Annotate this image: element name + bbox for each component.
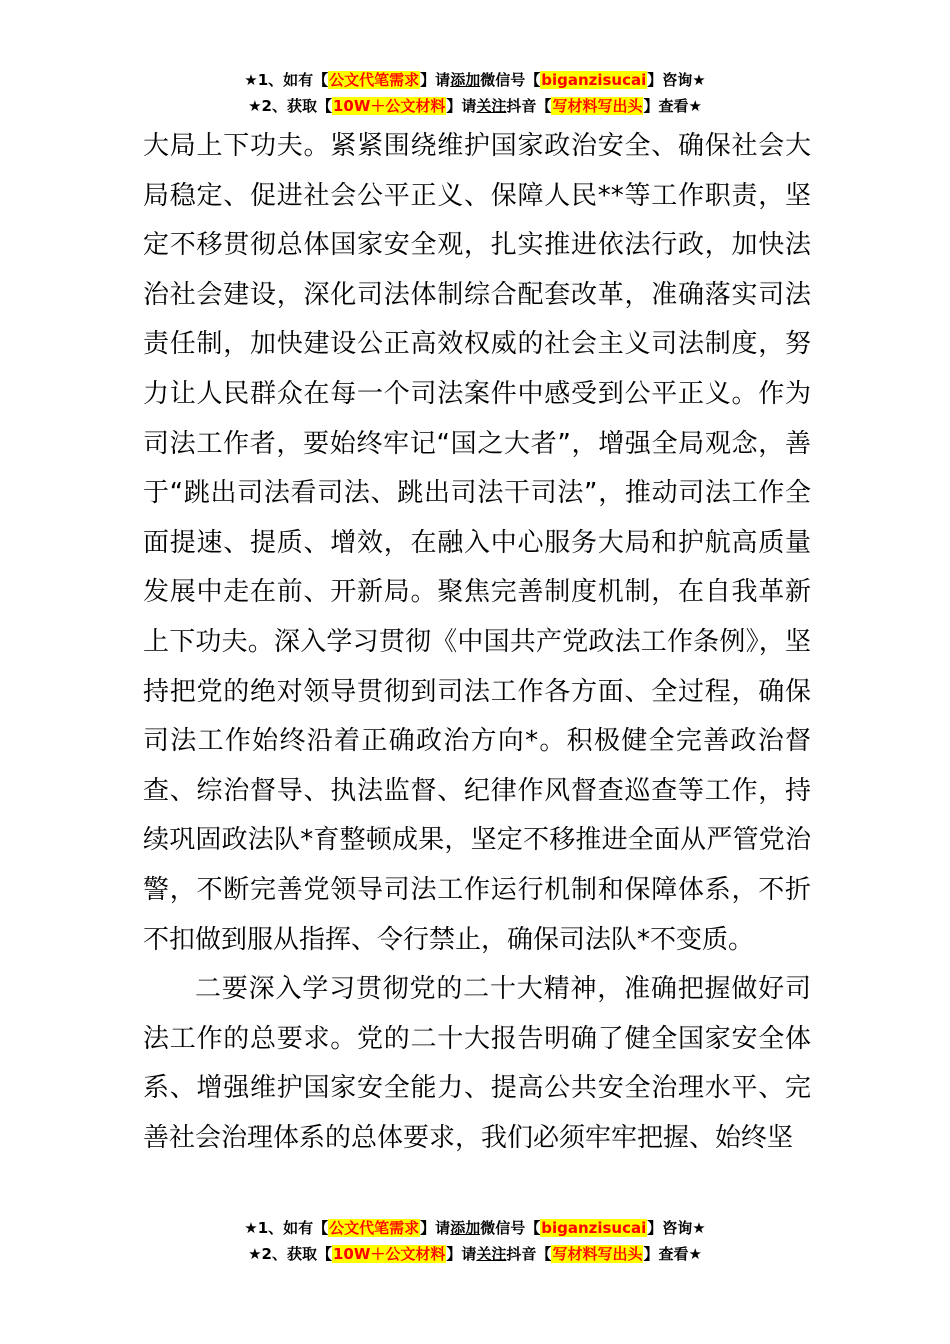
banner-text: 】请: [446, 97, 477, 115]
banner-highlight: 10W＋公文材料: [332, 1245, 446, 1263]
banner-text: 】请: [446, 1245, 477, 1263]
banner-text: 抖音【: [506, 97, 552, 115]
banner-text: ★1、如有【: [244, 71, 329, 89]
banner-highlight: 公文代笔需求: [329, 1219, 420, 1237]
banner-text: 】查看★: [643, 97, 702, 115]
banner-underlined-text: 关注: [476, 97, 507, 115]
banner-highlight: 写材料写出头: [552, 1245, 643, 1263]
header-banner: [0, 67, 950, 119]
banner-underlined-text: 关注: [476, 1245, 507, 1263]
banner-text: 抖音【: [506, 1245, 552, 1263]
banner-text: 】咨询★: [647, 71, 706, 89]
banner-text: ★2、获取【: [248, 97, 332, 115]
banner-text: 微信号【: [480, 1219, 541, 1237]
banner-text: 】咨询★: [647, 1219, 706, 1237]
banner-underlined-text: 添加: [450, 71, 481, 89]
banner-line-1: [0, 67, 950, 93]
paragraph-1: 大局上下功夫。紧紧围绕维护国家政治安全、确保社会大局稳定、促进社会公平正义、保障人民**等工作职责，坚定不移贯彻总体国家安全观，扎实推进依法行政，加快法治社会建设，深化司法体制综合配套改革，准确落实司法责任制，加快建设公正高效权威的社会主义司法制度，努力让人民群众在每一个司法案件中感受到公平正义。作为司法工作者，要始终牢记“国之大者”，增强全局观念，善于“跳出司法看司法、跳出司法干司法”，推动司法工作全面提速、提质、增效，在融入中心服务大局和护航高质量发展中走在前、开新局。聚焦完善制度机制，在自我革新上下功夫。深入学习贯彻《中国共产党政法工作条例》，坚持把党的绝对领导贯彻到司法工作各方面、全过程，确保司法工作始终沿着正确政治方向*。积极健全完善政治督查、综治督导、执法监督、纪律作风督查巡查等工作，持续巩固政法队*育整顿成果，坚定不移推进全面从严管党治警，不断完善党领导司法工作运行机制和保障体系，不折不扣做到服从指挥、令行禁止，确保司法队*不变质。: [143, 131, 811, 955]
banner-line-1: [0, 1215, 950, 1241]
banner-underlined-text: 添加: [450, 1219, 481, 1237]
banner-highlight: biganzisucai: [541, 1219, 647, 1237]
document-body: [143, 122, 811, 1163]
banner-highlight: 写材料写出头: [552, 97, 643, 115]
banner-text: ★1、如有【: [244, 1219, 329, 1237]
footer-banner: [0, 1215, 950, 1267]
banner-text: 】请: [420, 1219, 451, 1237]
banner-line-2: [0, 93, 950, 119]
banner-text: 】请: [420, 71, 451, 89]
banner-highlight: biganzisucai: [541, 71, 647, 89]
banner-text: 】查看★: [643, 1245, 702, 1263]
banner-highlight: 10W＋公文材料: [332, 97, 446, 115]
banner-text: 微信号【: [480, 71, 541, 89]
paragraph-2: 二要深入学习贯彻党的二十大精神，准确把握做好司法工作的总要求。党的二十大报告明确了健全国家安全体系、增强维护国家安全能力、提高公共安全治理水平、完善社会治理体系的总体要求，我们必须牢牢把握、始终坚: [143, 974, 811, 1153]
banner-line-2: [0, 1241, 950, 1267]
banner-highlight: 公文代笔需求: [329, 71, 420, 89]
banner-text: ★2、获取【: [248, 1245, 332, 1263]
